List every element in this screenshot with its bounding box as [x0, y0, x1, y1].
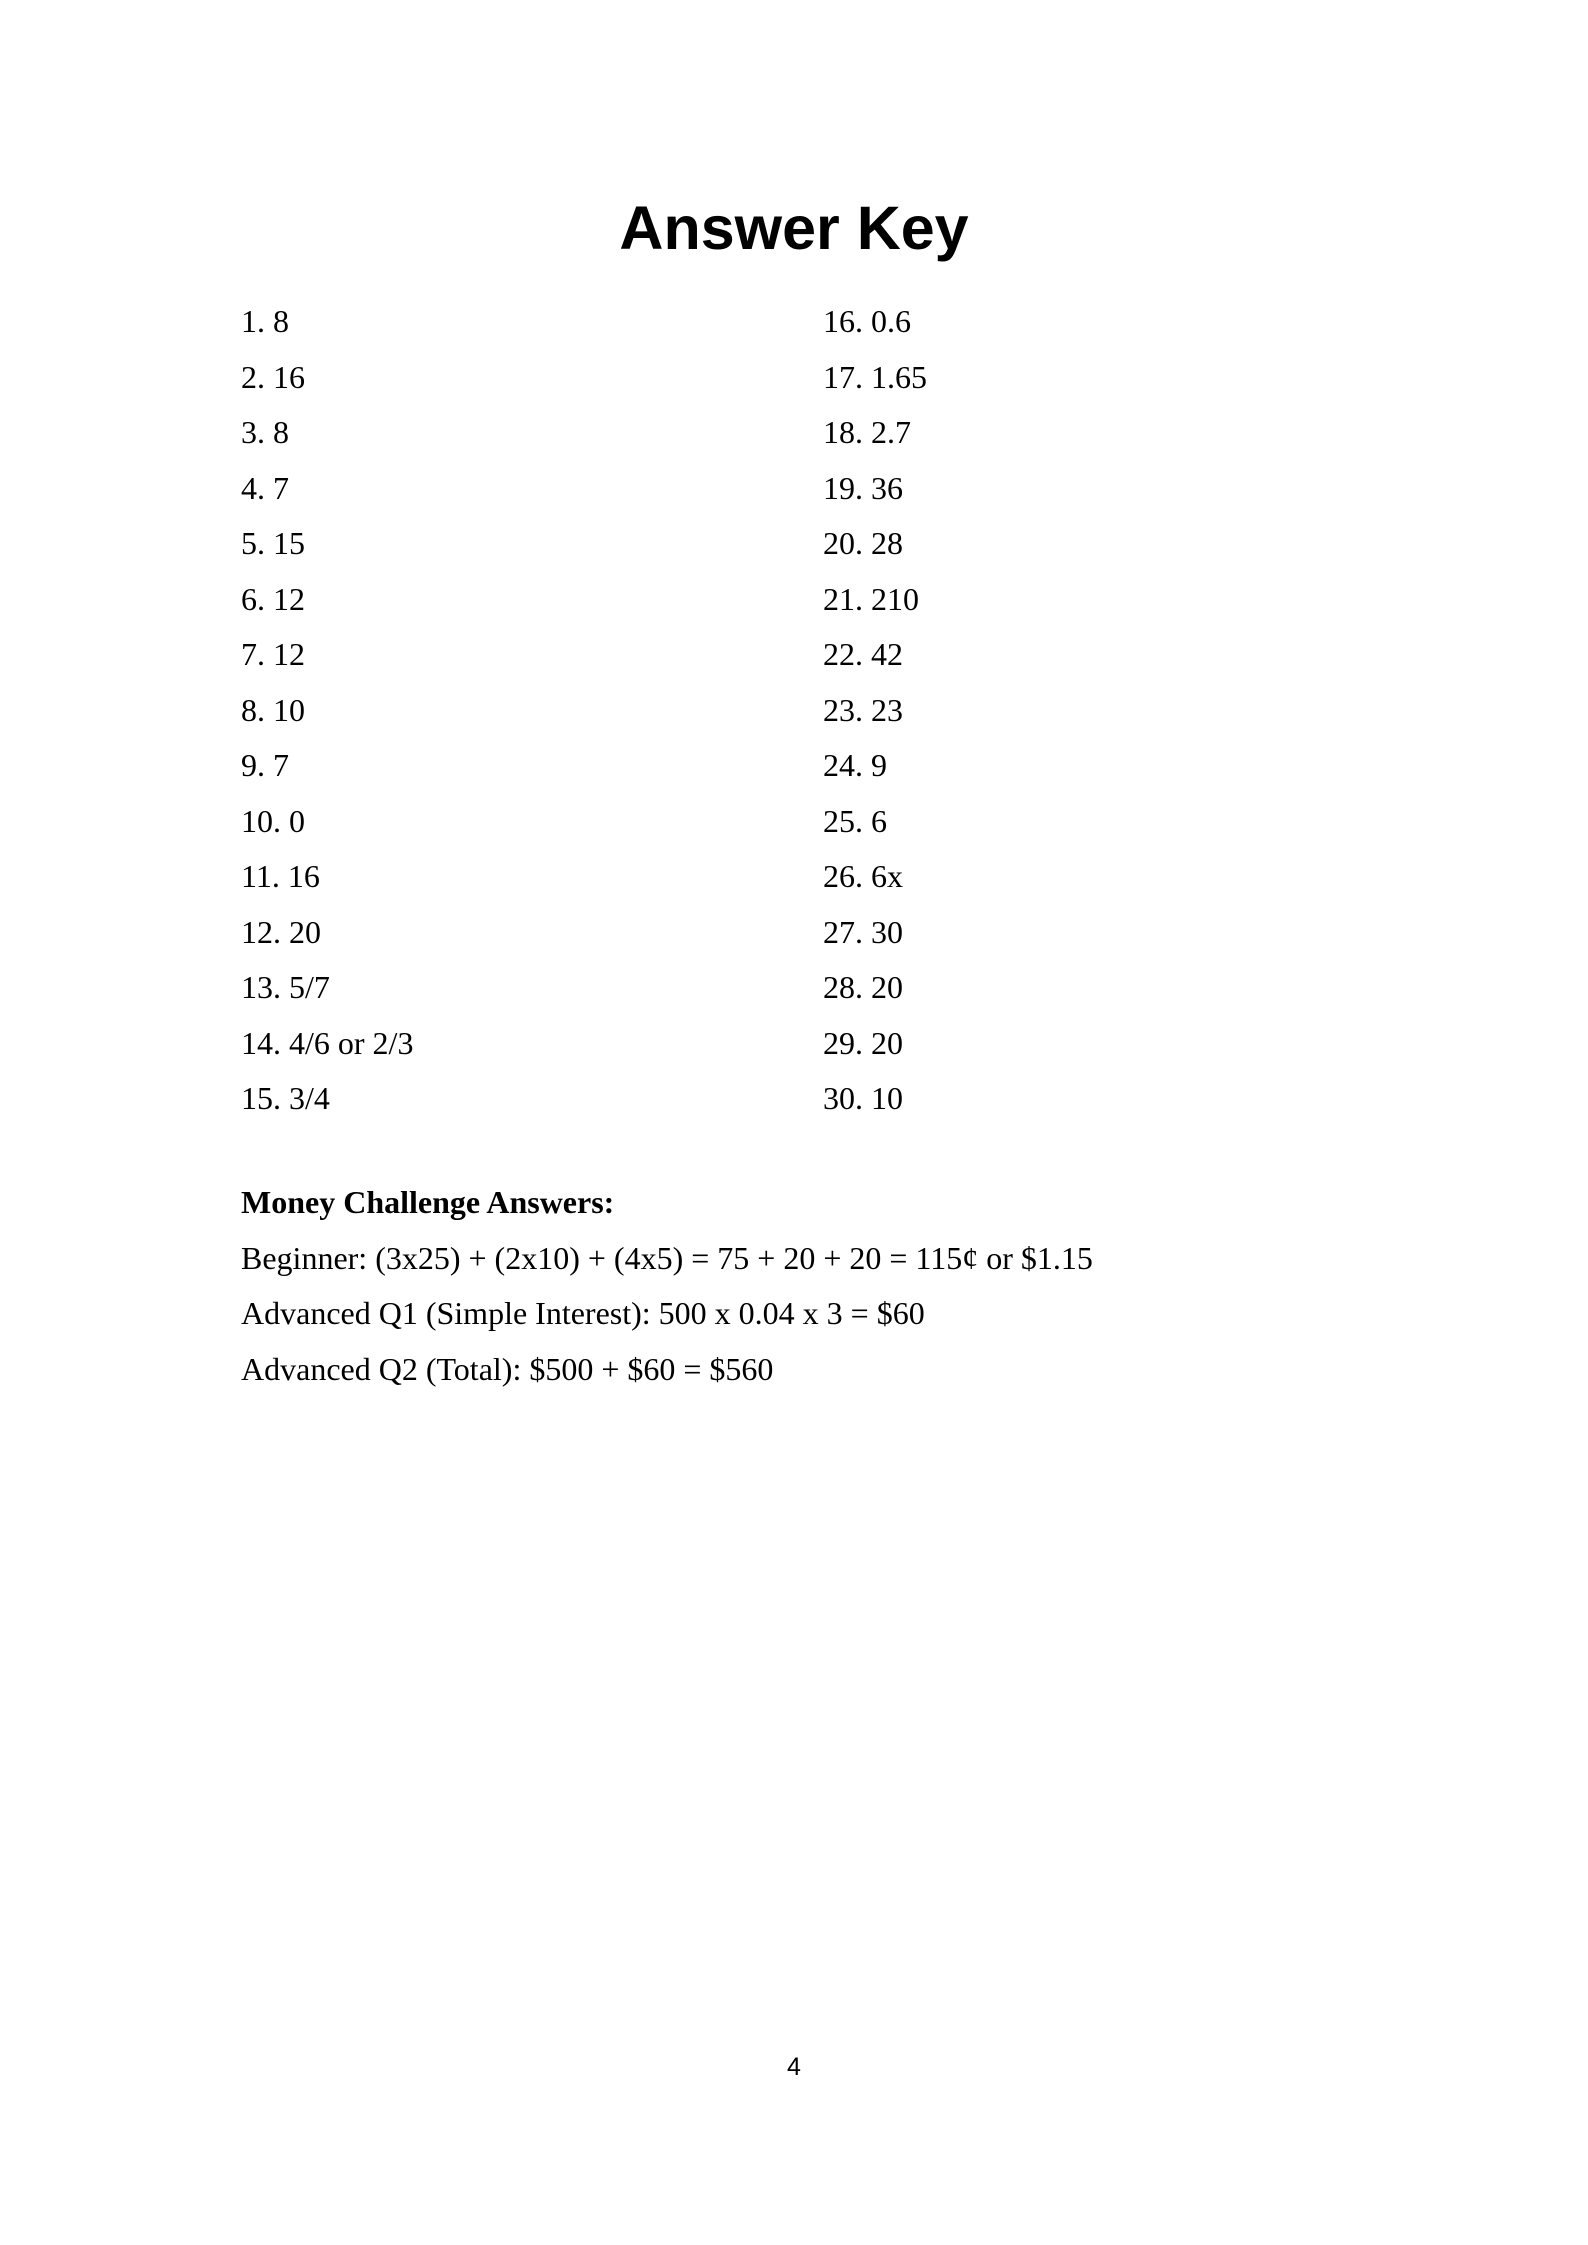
answer-item: 18. 2.7	[823, 414, 911, 450]
answer-item: 17. 1.65	[823, 358, 927, 395]
answer-item: 25. 6	[823, 802, 887, 839]
answer-item: 13. 5/7	[241, 969, 330, 1005]
answer-item: 29. 20	[823, 1024, 903, 1061]
answer-item: 5. 15	[241, 525, 305, 561]
answer-item: 15. 3/4	[241, 1080, 330, 1116]
answer-item: 26. 6x	[823, 858, 903, 894]
money-answer-advanced-q2: Advanced Q2 (Total): $500 + $60 = $560	[241, 1350, 774, 1387]
page-number: 4	[787, 2053, 801, 2081]
answer-item: 30. 10	[823, 1080, 903, 1116]
answer-item: 11. 16	[241, 858, 320, 894]
answer-list-left	[241, 294, 413, 1127]
page-title: Answer Key	[619, 194, 969, 262]
answer-item: 4. 7	[241, 469, 289, 506]
answer-item: 9. 7	[241, 747, 289, 783]
answer-item: 8. 10	[241, 691, 305, 728]
money-challenge-heading: Money Challenge Answers:	[241, 1184, 615, 1220]
answer-item: 20. 28	[823, 525, 903, 561]
answer-item: 24. 9	[823, 747, 887, 783]
answer-list-right	[823, 294, 927, 1127]
answer-item: 10. 0	[241, 802, 305, 839]
answer-item: 3. 8	[241, 414, 289, 450]
answer-item: 14. 4/6 or 2/3	[241, 1024, 414, 1061]
answer-item: 16. 0.6	[823, 303, 911, 339]
answer-item: 28. 20	[823, 969, 903, 1005]
answer-item: 7. 12	[241, 636, 305, 672]
answer-item: 19. 36	[823, 469, 903, 506]
answer-item: 1. 8	[241, 303, 289, 339]
answer-item: 2. 16	[241, 358, 305, 395]
answer-item: 12. 20	[241, 913, 321, 950]
money-answer-advanced-q1: Advanced Q1 (Simple Interest): 500 x 0.04 x 3 = $60	[241, 1295, 925, 1331]
money-answer-beginner: Beginner: (3x25) + (2x10) + (4x5) = 75 + 20 + 20 = 115¢ or $1.15	[241, 1239, 1093, 1276]
answer-item: 6. 12	[241, 580, 305, 617]
answer-item: 23. 23	[823, 691, 903, 728]
answer-item: 27. 30	[823, 913, 903, 950]
money-challenge-section	[241, 1175, 1093, 1397]
answer-item: 22. 42	[823, 636, 903, 672]
answer-item: 21. 210	[823, 580, 919, 617]
